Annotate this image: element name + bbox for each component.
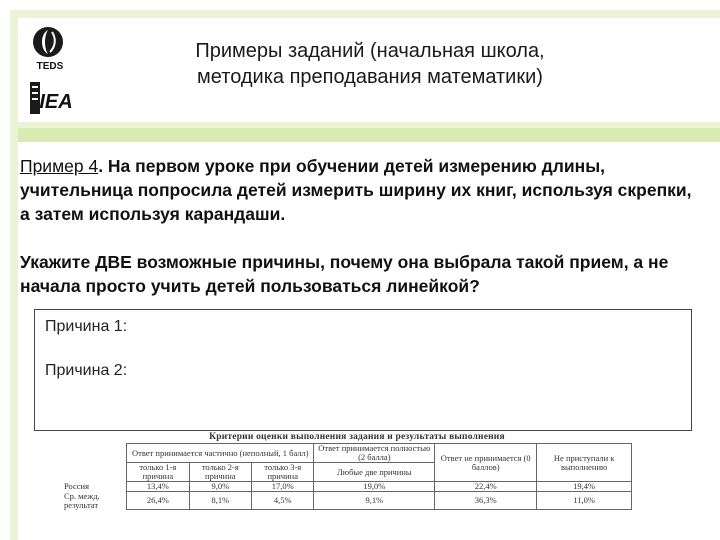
teds-logo — [26, 24, 74, 72]
row-label: Ср. межд. результат — [62, 492, 127, 510]
table-cell: 22,4% — [435, 482, 537, 492]
table-cell: 17,0% — [252, 482, 314, 492]
reason-2-label: Причина 2: — [45, 362, 128, 379]
table-row — [62, 482, 632, 492]
answer-box — [34, 309, 692, 431]
subheader-reason-3: только 3-я причина — [252, 463, 314, 482]
table-corner — [62, 444, 127, 482]
subheader-reason-2: только 2-я причина — [189, 463, 251, 482]
iea-logo-text: IEA — [39, 91, 73, 113]
subheader-reason-1: только 1-я причина — [127, 463, 189, 482]
results-table-caption: Критерии оценки выполнения задания и результаты выполнения — [209, 432, 505, 442]
page-title — [120, 38, 620, 90]
table-cell: 36,3% — [435, 492, 537, 510]
title-line-2: методика преподавания математики) — [197, 66, 543, 88]
table-cell: 8,1% — [189, 492, 251, 510]
header-partial: Ответ принимается частично (неполный, 1 балл) — [127, 444, 314, 463]
reason-1-label: Причина 1: — [45, 318, 128, 335]
header-not-attempted: Не приступали к выполнению — [537, 444, 632, 482]
table-cell: 11,0% — [537, 492, 632, 510]
table-row — [62, 492, 632, 510]
table-cell: 26,4% — [127, 492, 189, 510]
table-cell: 9,1% — [314, 492, 435, 510]
results-table — [62, 443, 632, 510]
table-cell: 13,4% — [127, 482, 189, 492]
header-divider — [18, 128, 720, 142]
results-table-section — [62, 432, 632, 516]
teds-logo-text: TEDS — [36, 61, 64, 72]
example-label: Пример 4 — [20, 156, 99, 176]
header-full: Ответ принимается полностью (2 балла) — [314, 444, 435, 463]
task-text — [20, 154, 700, 226]
header-not-accepted: Ответ не принимается (0 баллов) — [435, 444, 537, 482]
question-text: Укажите ДВЕ возможные причины, почему она выбрала такой прием, а не начала просто учить детей пользоваться линейкой? — [20, 252, 669, 296]
table-cell: 9,0% — [189, 482, 251, 492]
row-label: Россия — [62, 482, 127, 492]
title-line-1: Примеры заданий (начальная школа, — [195, 40, 545, 62]
table-cell: 19,0% — [314, 482, 435, 492]
table-header-row — [62, 444, 632, 463]
table-cell: 19,4% — [537, 482, 632, 492]
subheader-any-two: Любые две причины — [314, 463, 435, 482]
example-text: . На первом уроке при обучении детей измерению длины, учительница попросила детей измерить ширину их книг, используя скрепки, а затем используя карандаши. — [20, 156, 692, 224]
table-cell: 4,5% — [252, 492, 314, 510]
iea-logo — [28, 80, 76, 116]
